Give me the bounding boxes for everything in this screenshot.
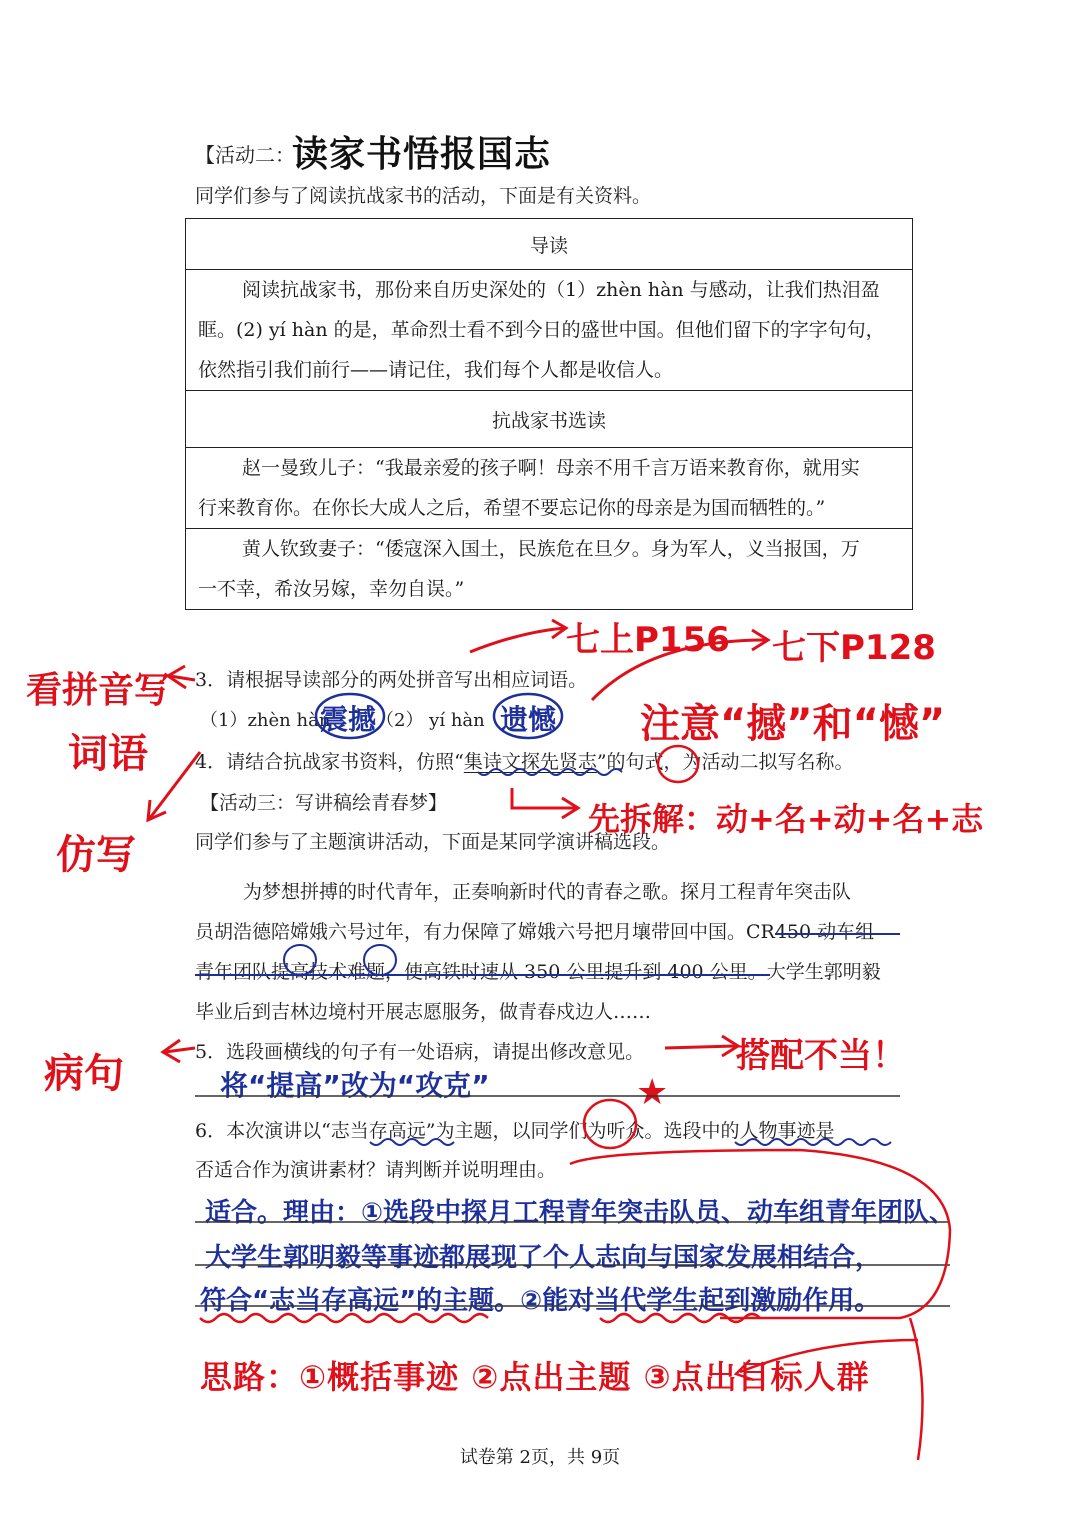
annotation-note-split: 先拆解：动+名+动+名+志 [588,800,984,838]
annotation-left-pinyin: 看拼音写 [26,670,171,711]
red-arrow-stroke [512,788,575,808]
annotation-approach: 思路：①概括事迹 ②点出主题 ③点出目标人群 [200,1358,870,1396]
page-number: 试卷第 2页，共 9页 [459,1447,621,1468]
passage-line: 青年团队提高技术难题，使高铁时速从 350 公里提升到 400 公里。大学生郭明毅 [195,961,881,983]
question-5: 5．选段画横线的句子有一处语病，请提出修改意见。 [195,1041,645,1063]
activity2-intro: 同学们参与了阅读抗战家书的活动，下面是有关资料。 [195,185,652,207]
annotation-left-ciyu: 词语 [68,731,148,777]
question-6-line1: 6．本次演讲以“志当存高远”为主题，以同学们为听众。选段中的人物事迹是 [195,1120,835,1142]
letter-line: 行来教育你。在你长大成人之后，希望不要忘记你的母亲是为国而牺牲的。” [198,497,826,519]
q3-blank2-label: （2） yí hàn [376,710,485,731]
red-wave-stroke [200,1314,488,1322]
q6-answer-line: 大学生郭明毅等事迹都展现了个人志向与国家发展相结合， [205,1243,882,1273]
q3-blank1-label: （1）zhèn hàn [200,710,331,731]
letters-header: 抗战家书选读 [186,391,913,448]
activity3-intro: 同学们参与了主题演讲活动，下面是某同学演讲稿选段。 [195,831,671,853]
blue-wave-stroke [735,1139,891,1145]
red-circle-stroke [658,746,698,782]
guide-header: 导读 [186,219,913,270]
question-6-line2: 否适合作为演讲素材？请判断并说明理由。 [195,1159,557,1181]
q6-answer-line: 适合。理由：①选段中探月工程青年突击队员、动车组青年团队、 [205,1198,956,1228]
q4-text-post: ”的句式，为活动二拟写名称。 [596,751,854,773]
annotation-left-bingju: 病句 [44,1051,124,1097]
q4-text-pre: 4．请结合抗战家书资料，仿照“ [195,751,464,773]
question-3: 3．请根据导读部分的两处拼音写出相应词语。 [195,669,588,691]
guide-line: 依然指引我们前行——请记住，我们每个人都是收信人。 [198,359,674,381]
guide-line: 阅读抗战家书，那份来自历史深处的（1）zhèn hàn 与感动，让我们热泪盈 [242,279,880,301]
red-arrow-stroke [470,628,565,652]
annotation-star: ★ [636,1072,669,1113]
red-arrow-stroke [665,1046,735,1048]
activity3-label: 【活动三：写讲稿绘青春梦】 [200,792,448,814]
passage-line: 员胡浩德陪嫦娥六号过年，有力保障了嫦娥六号把月壤带回中国。CR450 动车组 [195,921,875,943]
blue-circle-stroke [316,694,384,738]
q3-blank1-answer: 震撼 [320,703,377,736]
red-loop-stroke [570,1150,950,1318]
q3-blank2-answer: 遗憾 [500,703,557,736]
annotation-ref-p156: 七上P156 [566,620,730,660]
red-arrow-stroke [150,752,200,818]
activity2-label: 【活动二： [195,143,295,167]
blue-circle-stroke [494,694,562,738]
blue-wave-stroke [370,1139,454,1145]
red-arrow-stroke [740,1340,918,1372]
blue-circle-stroke [284,945,316,975]
q5-answer: 将“提高”改为“攻克” [220,1069,490,1102]
annotation-note-chars: 注意“撼”和“憾” [640,701,946,747]
annotation-collocation: 搭配不当！ [736,1036,906,1076]
blue-wave-stroke [478,769,622,775]
annotation-ref-p128: 七下P128 [772,628,936,668]
q6-answer-line: 符合“志当存高远”的主题。②能对当代学生起到激励作用。 [200,1286,881,1316]
letter-line: 赵一曼致儿子：“我最亲爱的孩子啊！母亲不用千言万语来教育你，就用实 [242,457,860,479]
letter-line: 黄人钦致妻子：“倭寇深入国土，民族危在旦夕。身为军人，义当报国，万 [242,538,860,560]
red-arrow-stroke [592,640,765,700]
annotation-left-fang: 仿写 [56,832,136,878]
q4-example: 集诗文探先贤志 [463,751,597,773]
passage-line: 毕业后到吉林边境村开展志愿服务，做青春戍边人…… [195,1001,652,1023]
activity2-handwritten-title: 读家书悟报国志 [292,134,552,175]
guide-line: 眶。(2) yí hàn 的是，革命烈士看不到今日的盛世中国。但他们留下的字字句句， [198,319,885,341]
letter-line: 一不幸，希汝另嫁，幸勿自误。” [198,578,465,600]
red-circle-stroke [584,1100,636,1148]
blue-circle-stroke [364,945,396,975]
passage-line: 为梦想拼搏的时代青年，正奏响新时代的青春之歌。探月工程青年突击队 [243,881,852,903]
